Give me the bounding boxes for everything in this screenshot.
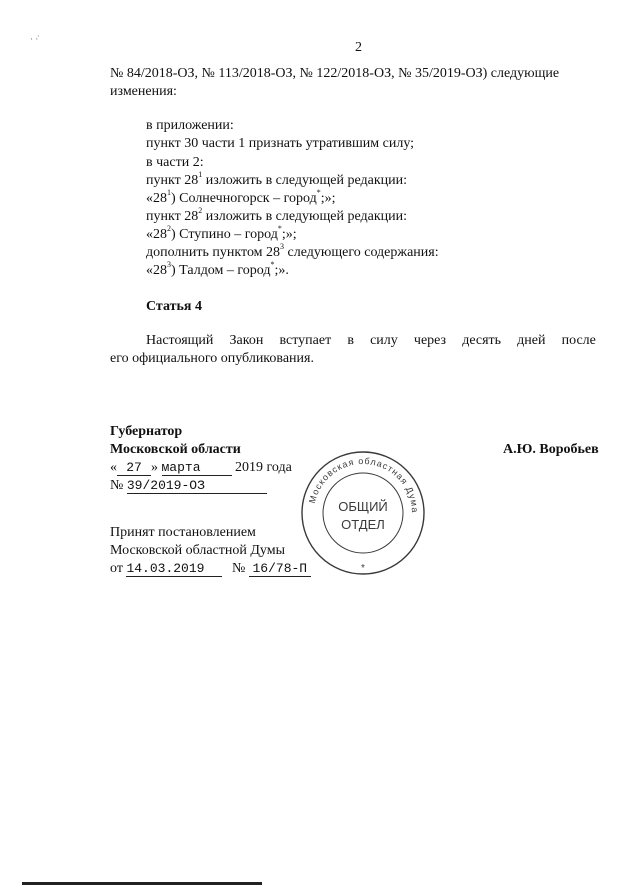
signature-law-number: № 39/2019-ОЗ [110,478,267,494]
article-4-word: вступает [279,333,332,348]
article-4-word: через [413,333,447,348]
signature-month: марта [162,461,232,476]
adoption-line-1: Принят постановлением [110,525,256,540]
adoption-number: 16/78-П [249,562,311,577]
change-item-28-2: пункт $28^2$ изложить в следующей редакции: [146,206,408,224]
article-4-heading: Статья 4 [146,299,202,314]
adoption-line-2: Московской областной Думы [110,543,285,558]
signature-date: « 27 » марта 2019 года [110,460,292,475]
signature-day: 27 [117,461,151,476]
intro-line-1: № 84/2018-ОЗ, № 113/2018-ОЗ, № 122/2018-ОЗ, № 35/2019-ОЗ) следующие [110,66,560,81]
stamp-center-line-2: ОТДЕЛ [341,517,385,532]
law-number-value: 39/2019-ОЗ [127,479,267,494]
article-4-word: десять [462,333,502,348]
change-item-28-1: пункт $28^1$ изложить в следующей редакции: [146,170,408,188]
page-number: 2 [355,40,362,55]
change-item-28-3: дополнить пунктом $28^3$ следующего содержания: [146,242,439,260]
article-4-line-1 [146,333,596,349]
article-4-word: Настоящий [146,333,214,348]
change-item-30: пункт 30 части 1 признать утратившим силу; [146,136,415,151]
signature-title-1: Губернатор [110,424,183,439]
article-4-word: после [561,333,596,348]
adoption-resolution: от 14.03.2019 № 16/78-П [110,561,311,577]
scan-specks: · ·̇ [30,34,39,44]
quote-item-28-3: «$28^3$) Талдом – город*;». [146,260,289,278]
adoption-date: 14.03.2019 [126,562,222,577]
stamp-center-line-1: ОБЩИЙ [338,499,388,514]
article-4-word: дней [517,333,546,348]
change-part-2: в части 2: [146,155,204,170]
official-stamp [299,449,427,577]
signature-title-2: Московской области [110,442,241,457]
quote-item-28-2: «$28^2$) Ступино – город*;»; [146,224,297,242]
intro-line-2: изменения: [110,84,177,99]
stamp-star: * [361,563,365,574]
article-4-word: силу [370,333,398,348]
signature-name: А.Ю. Воробьев [503,442,599,457]
change-in-annex: в приложении: [146,118,234,133]
stamp-ring-text: Московская областная Дума [306,455,421,514]
quote-item-28-1: «$28^1$) Солнечногорск – город*;»; [146,188,336,206]
article-4-word: в [347,333,354,348]
article-4-line-2: его официального опубликования. [110,351,314,366]
footer-rule [22,882,262,885]
article-4-word: Закон [229,333,264,348]
